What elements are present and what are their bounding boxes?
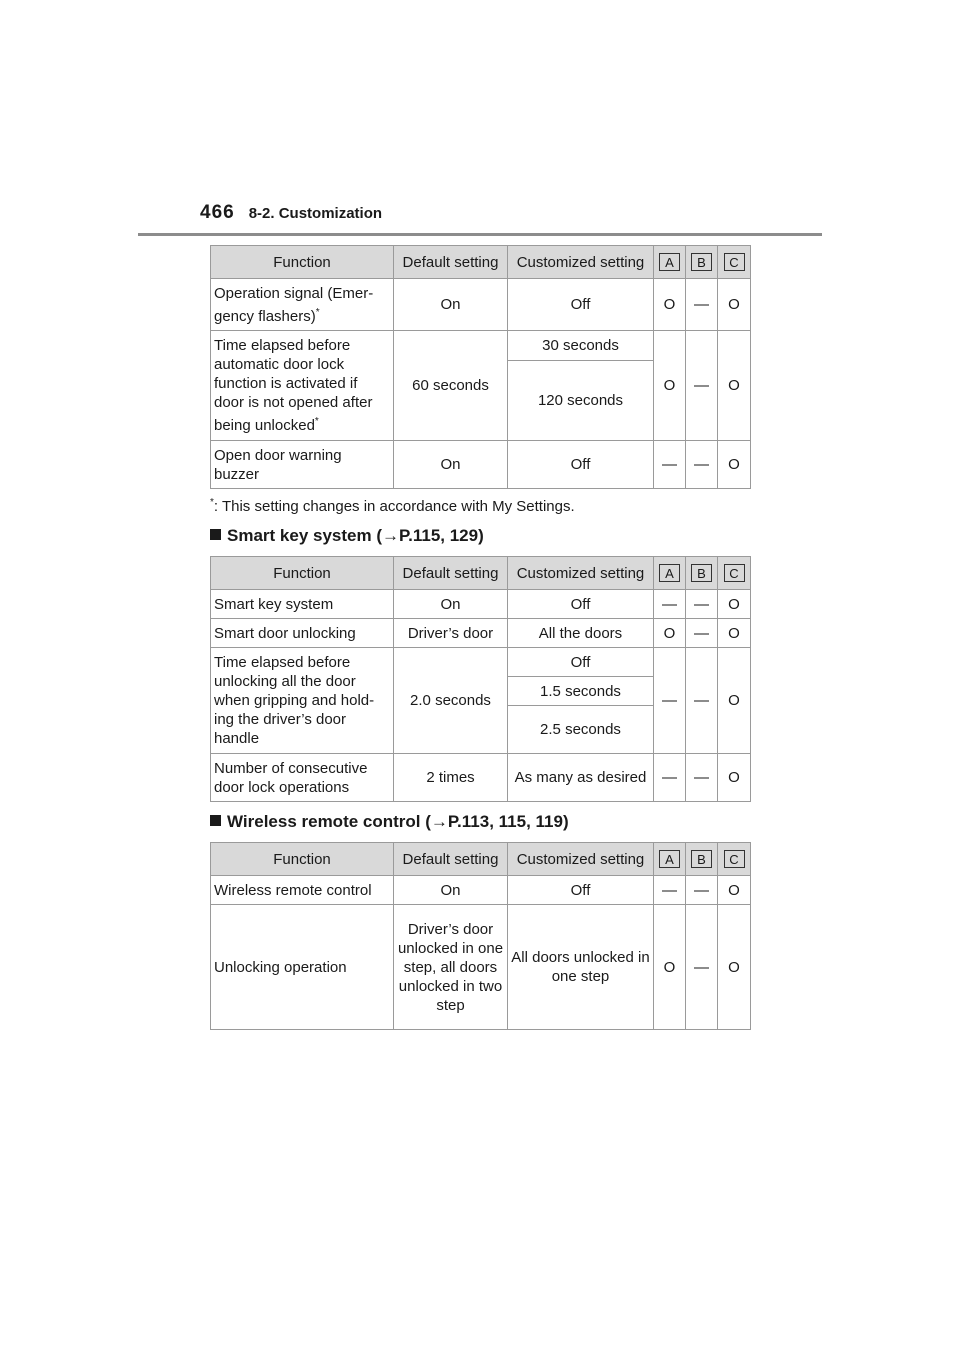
function-cell: Smart door unlocking (211, 619, 394, 648)
letter-a-box: A (659, 850, 680, 868)
col-function: Function (211, 246, 394, 279)
a-cell: — (654, 876, 686, 905)
customized-cell: Off (508, 648, 654, 677)
table-row (211, 441, 751, 489)
table-header-row (211, 246, 751, 279)
table-header-row (211, 557, 751, 590)
function-cell: Number of consecutive door lock operations (211, 754, 394, 802)
table-row (211, 619, 751, 648)
default-cell: 2 times (394, 754, 508, 802)
table-row (211, 279, 751, 331)
c-cell: O (718, 905, 751, 1030)
letter-b-box: B (691, 850, 712, 868)
col-default: Default setting (394, 246, 508, 279)
c-cell: O (718, 876, 751, 905)
c-cell: O (718, 331, 751, 441)
b-cell: — (686, 754, 718, 802)
b-cell: — (686, 648, 718, 754)
default-cell: On (394, 279, 508, 331)
function-cell: Smart key system (211, 590, 394, 619)
header-rule (138, 233, 822, 236)
c-cell: O (718, 648, 751, 754)
section-heading-smart-key: Smart key system (→P.115, 129) (210, 526, 484, 546)
b-cell: — (686, 331, 718, 441)
c-cell: O (718, 590, 751, 619)
c-cell: O (718, 441, 751, 489)
default-cell: On (394, 876, 508, 905)
col-c (718, 246, 751, 279)
a-cell: O (654, 619, 686, 648)
square-bullet-icon (210, 529, 221, 540)
col-b (686, 246, 718, 279)
col-function: Function (211, 557, 394, 590)
table-smart-key (210, 556, 751, 802)
letter-c-box: C (724, 253, 745, 271)
a-cell: — (654, 648, 686, 754)
a-cell: O (654, 905, 686, 1030)
section-heading-wireless-remote: Wireless remote control (→P.113, 115, 119) (210, 812, 569, 832)
page-header (200, 202, 382, 224)
function-cell: Time elapsed before unlocking all the door when gripping and hold-ing the driver’s door handle (211, 648, 394, 754)
letter-b-box: B (691, 564, 712, 582)
col-function: Function (211, 843, 394, 876)
table-row (211, 876, 751, 905)
customized-cell: As many as desired (508, 754, 654, 802)
col-customized: Customized setting (508, 557, 654, 590)
b-cell: — (686, 279, 718, 331)
table-wireless-remote (210, 842, 751, 1030)
default-cell: Driver’s door unlocked in one step, all doors unlocked in two step (394, 905, 508, 1030)
letter-b-box: B (691, 253, 712, 271)
col-a (654, 246, 686, 279)
a-cell: — (654, 754, 686, 802)
col-c (718, 843, 751, 876)
default-cell: 2.0 seconds (394, 648, 508, 754)
customized-cell: Off (508, 279, 654, 331)
table-row (211, 590, 751, 619)
col-a (654, 557, 686, 590)
letter-c-box: C (724, 850, 745, 868)
a-cell: — (654, 590, 686, 619)
customized-cell: Off (508, 876, 654, 905)
table-row (211, 754, 751, 802)
col-b (686, 557, 718, 590)
function-cell: Open door warning buzzer (211, 441, 394, 489)
customized-cell: All the doors (508, 619, 654, 648)
c-cell: O (718, 619, 751, 648)
function-cell: Time elapsed before automatic door lock function is activated if door is not opened after being unlocked* (211, 331, 394, 441)
arrow-icon: → (381, 526, 399, 545)
function-cell: Operation signal (Emer-gency flashers)* (211, 279, 394, 331)
customized-cell: 2.5 seconds (508, 706, 654, 754)
table-row (211, 331, 751, 361)
b-cell: — (686, 905, 718, 1030)
customized-cell: Off (508, 590, 654, 619)
table-row (211, 648, 751, 677)
a-cell: O (654, 279, 686, 331)
c-cell: O (718, 279, 751, 331)
customized-cell: All doors unlocked in one step (508, 905, 654, 1030)
default-cell: 60 seconds (394, 331, 508, 441)
square-bullet-icon (210, 815, 221, 826)
c-cell: O (718, 754, 751, 802)
a-cell: O (654, 331, 686, 441)
col-customized: Customized setting (508, 246, 654, 279)
page-number: 466 (200, 202, 235, 223)
col-b (686, 843, 718, 876)
customized-cell: 120 seconds (508, 361, 654, 441)
section-title: 8-2. Customization (248, 205, 383, 222)
b-cell: — (686, 590, 718, 619)
customized-cell: 1.5 seconds (508, 677, 654, 706)
footnote: *: This setting changes in accordance with My Settings. (210, 497, 575, 515)
letter-a-box: A (659, 564, 680, 582)
function-cell: Wireless remote control (211, 876, 394, 905)
letter-c-box: C (724, 564, 745, 582)
table-header-row (211, 843, 751, 876)
default-cell: On (394, 441, 508, 489)
default-cell: On (394, 590, 508, 619)
b-cell: — (686, 441, 718, 489)
default-cell: Driver’s door (394, 619, 508, 648)
function-cell: Unlocking operation (211, 905, 394, 1030)
letter-a-box: A (659, 253, 680, 271)
col-a (654, 843, 686, 876)
col-c (718, 557, 751, 590)
table-row (211, 905, 751, 1030)
customized-cell: 30 seconds (508, 331, 654, 361)
a-cell: — (654, 441, 686, 489)
b-cell: — (686, 876, 718, 905)
col-default: Default setting (394, 557, 508, 590)
col-customized: Customized setting (508, 843, 654, 876)
col-default: Default setting (394, 843, 508, 876)
customized-cell: Off (508, 441, 654, 489)
table-door-lock (210, 245, 751, 489)
b-cell: — (686, 619, 718, 648)
arrow-icon: → (430, 812, 448, 831)
